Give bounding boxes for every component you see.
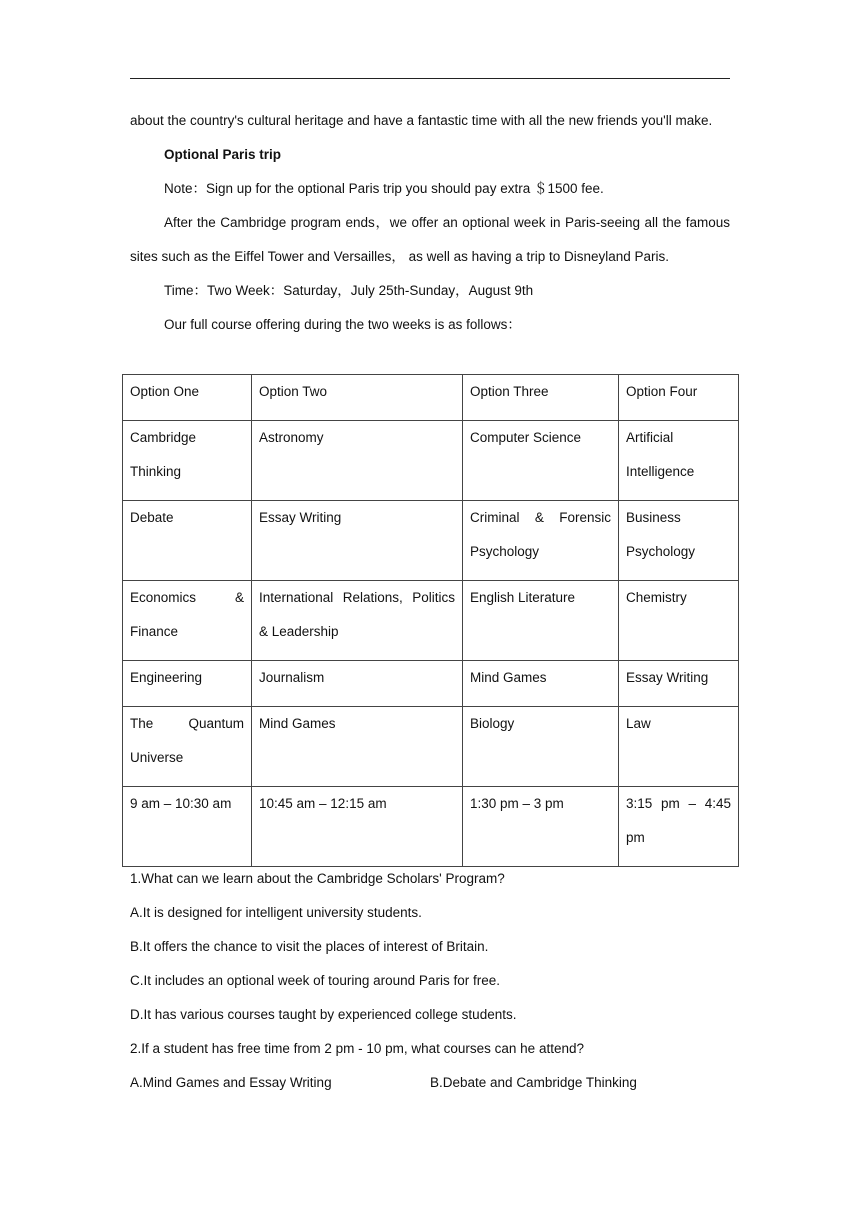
table-cell: English Literature — [463, 581, 619, 661]
table-cell: 9 am – 10:30 am — [123, 787, 252, 867]
table-cell: Mind Games — [252, 707, 463, 787]
question-1-option-b: B.It offers the chance to visit the places of interest of Britain. — [130, 939, 489, 954]
section-heading: Optional Paris trip — [164, 147, 282, 162]
course-intro: Our full course offering during the two weeks is as follows： — [164, 317, 521, 332]
passage — [130, 104, 730, 342]
table-cell: 1:30 pm – 3 pm — [463, 787, 619, 867]
table-cell: Artificial Intelligence — [619, 421, 739, 501]
table-row — [123, 707, 739, 787]
table-cell: Astronomy — [252, 421, 463, 501]
table-cell: The Quantum Universe — [123, 707, 252, 787]
header-rule — [130, 78, 730, 79]
table-cell: Journalism — [252, 661, 463, 707]
table-cell: Mind Games — [463, 661, 619, 707]
question-2-options-row — [130, 1066, 730, 1100]
table-cell: Economics & Finance — [123, 581, 252, 661]
table-header-cell: Option One — [123, 375, 252, 421]
table-header-cell: Option Two — [252, 375, 463, 421]
course-table — [122, 374, 739, 867]
intro-paragraph: about the country's cultural heritage and have a fantastic time with all the new friends you'll make. — [130, 113, 713, 128]
table-cell: International Relations, Politics & Leadership — [252, 581, 463, 661]
question-1-option-a: A.It is designed for intelligent university students. — [130, 905, 422, 920]
table-row — [123, 661, 739, 707]
paris-paragraph: After the Cambridge program ends，we offer an optional week in Paris-seeing all the famous sites such as the Eiffel Tower and Versailles， as well as having a trip to Disneyland Paris. — [130, 215, 730, 264]
question-2-option-a: A.Mind Games and Essay Writing — [130, 1075, 332, 1090]
table-header-cell: Option Four — [619, 375, 739, 421]
question-1-option-d: D.It has various courses taught by experienced college students. — [130, 1007, 517, 1022]
table-cell: Law — [619, 707, 739, 787]
table-cell: Biology — [463, 707, 619, 787]
table-cell: Essay Writing — [619, 661, 739, 707]
question-2-option-b: B.Debate and Cambridge Thinking — [430, 1075, 637, 1090]
table-cell: Debate — [123, 501, 252, 581]
table-cell: Engineering — [123, 661, 252, 707]
fee-note: Note：Sign up for the optional Paris trip you should pay extra ＄1500 fee. — [164, 181, 604, 196]
table-cell: Essay Writing — [252, 501, 463, 581]
table-row — [123, 581, 739, 661]
table-cell: Cambridge Thinking — [123, 421, 252, 501]
table-time-row — [123, 787, 739, 867]
table-cell: 3:15 pm – 4:45 pm — [619, 787, 739, 867]
table-header-row — [123, 375, 739, 421]
table-cell: 10:45 am – 12:15 am — [252, 787, 463, 867]
table-cell: Business Psychology — [619, 501, 739, 581]
questions-section — [130, 862, 730, 1100]
time-line: Time：Two Week：Saturday，July 25th-Sunday，August 9th — [164, 283, 534, 298]
question-1-option-c: C.It includes an optional week of touring around Paris for free. — [130, 973, 500, 988]
table-header-cell: Option Three — [463, 375, 619, 421]
question-1: 1.What can we learn about the Cambridge Scholars' Program? — [130, 871, 505, 886]
table-cell: Chemistry — [619, 581, 739, 661]
question-2: 2.If a student has free time from 2 pm - 10 pm, what courses can he attend? — [130, 1041, 584, 1056]
table-row — [123, 421, 739, 501]
table-cell: Criminal & Forensic Psychology — [463, 501, 619, 581]
table-cell: Computer Science — [463, 421, 619, 501]
table-row — [123, 501, 739, 581]
